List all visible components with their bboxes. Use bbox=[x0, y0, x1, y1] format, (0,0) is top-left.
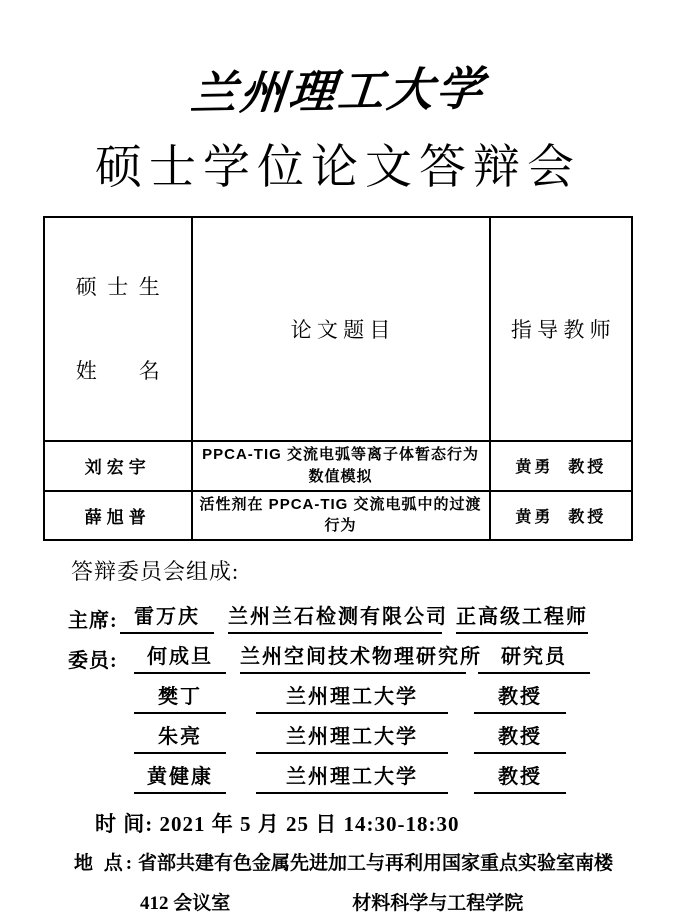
member-organization: 兰州理工大学 bbox=[256, 764, 448, 794]
table-row bbox=[44, 491, 632, 541]
member-label: 委员: bbox=[68, 650, 118, 672]
document-title: 硕士学位论文答辩会 bbox=[95, 142, 581, 194]
thesis-title: PPCA-TIG 交流电弧等离子体暂态行为数值模拟 bbox=[192, 441, 490, 491]
location-label: 地 点: bbox=[74, 853, 136, 874]
committee-member-row bbox=[68, 724, 676, 754]
member-name: 黄健康 bbox=[134, 764, 226, 794]
location-room: 412 会议室 bbox=[140, 893, 231, 914]
column-header-advisor: 指 导 教 师 bbox=[490, 217, 632, 441]
candidates-table bbox=[43, 216, 633, 541]
advisor-name: 黄勇 教授 bbox=[490, 441, 632, 491]
time-label: 时 间: bbox=[95, 812, 160, 836]
defense-announcement-document bbox=[0, 56, 676, 914]
location-line1: 省部共建有色金属先进加工与再利用国家重点实验室南楼 bbox=[138, 853, 614, 874]
member-title: 教授 bbox=[474, 724, 566, 754]
committee-member-row bbox=[68, 764, 676, 794]
member-name: 樊丁 bbox=[134, 684, 226, 714]
committee-member-row bbox=[68, 644, 676, 674]
defense-location-row bbox=[74, 848, 676, 875]
student-name: 薛旭普 bbox=[44, 491, 192, 541]
member-name: 朱亮 bbox=[134, 724, 226, 754]
member-organization: 兰州空间技术物理研究所 bbox=[240, 644, 466, 674]
chair-organization: 兰州兰石检测有限公司 bbox=[228, 604, 442, 634]
table-header-row bbox=[44, 217, 632, 441]
defense-time-row bbox=[95, 808, 676, 838]
committee-chair-row bbox=[68, 604, 676, 634]
member-title: 教授 bbox=[474, 764, 566, 794]
column-header-thesis-title: 论 文 题 目 bbox=[192, 217, 490, 441]
member-organization: 兰州理工大学 bbox=[256, 724, 448, 754]
department-signature: 材料科学与工程学院 bbox=[352, 893, 524, 914]
committee-member-row bbox=[68, 684, 676, 714]
location-line2-row bbox=[140, 888, 676, 915]
column-header-student-name bbox=[44, 217, 192, 441]
committee-section-heading: 答辩委员会组成: bbox=[71, 559, 240, 584]
university-logo-calligraphy: 兰州理工大学 bbox=[188, 63, 488, 120]
table-row bbox=[44, 441, 632, 491]
member-organization: 兰州理工大学 bbox=[256, 684, 448, 714]
member-title: 研究员 bbox=[478, 644, 590, 674]
column-header-student-name-line2: 姓 名 bbox=[75, 359, 160, 383]
member-name: 何成旦 bbox=[134, 644, 226, 674]
chair-label: 主席: bbox=[68, 610, 118, 632]
chair-title: 正高级工程师 bbox=[456, 604, 588, 634]
student-name: 刘宏宇 bbox=[44, 441, 192, 491]
advisor-name: 黄勇 教授 bbox=[490, 491, 632, 541]
column-header-student-name-line1: 硕 士 生 bbox=[75, 275, 160, 299]
chair-name: 雷万庆 bbox=[120, 604, 214, 634]
time-value: 2021 年 5 月 25 日 14:30-18:30 bbox=[159, 812, 460, 836]
thesis-title: 活性剂在 PPCA-TIG 交流电弧中的过渡行为 bbox=[192, 491, 490, 541]
member-title: 教授 bbox=[474, 684, 566, 714]
